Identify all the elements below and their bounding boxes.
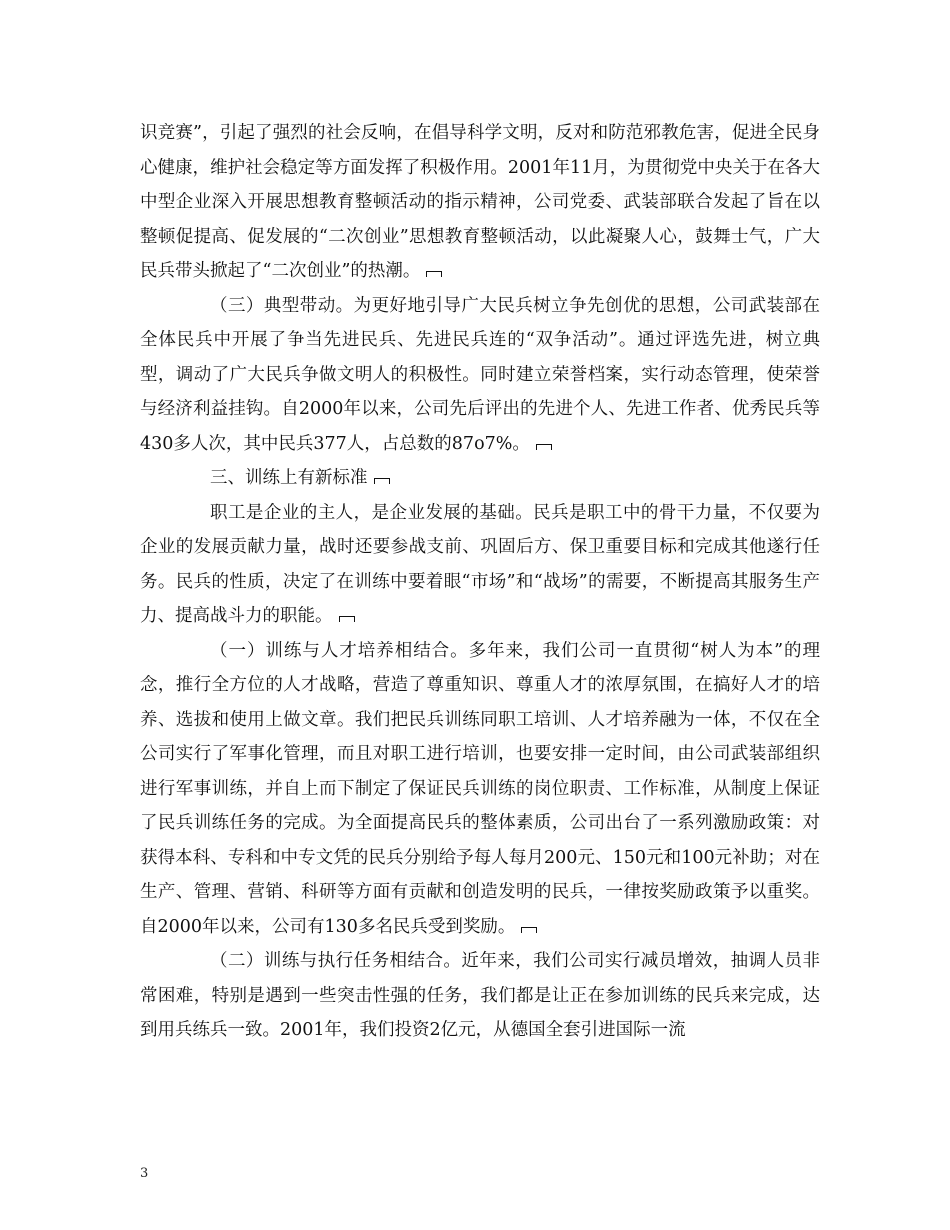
paragraph-continuation — [140, 116, 820, 289]
page-number: 3 — [140, 1166, 149, 1181]
paragraph-mark-icon — [521, 927, 537, 933]
paragraph-mark-icon — [339, 616, 355, 622]
paragraph-task-training — [140, 944, 820, 1048]
section-heading — [140, 461, 820, 496]
paragraph-typical-example — [140, 289, 820, 462]
paragraph-text: 职工是企业的主人，是企业发展的基础。民兵是职工中的骨干力量，不仅要为企业的发展贡献力量，战时还要参战支前、巩固后方、保卫重要目标和完成其他遂行任务。民兵的性质，决定了在训练中要着眼“市场”和“战场”的需要，不断提高其服务生产力、提高战斗力的职能。 — [140, 502, 820, 626]
paragraph-text: （三）典型带动。为更好地引导广大民兵树立争先创优的思想，公司武装部在全体民兵中开展了争当先进民兵、先进民兵连的“双争活动”。通过评选先进，树立典型，调动了广大民兵争做文明人的积极性。同时建立荣誉档案，实行动态管理，使荣誉与经济利益挂钩。自2000年以来，公司先后评出的先进个人、先进工作者、优秀民兵等430多人次，其中民兵377人，占总数的87o7%。 — [140, 295, 820, 454]
paragraph-mark-icon — [426, 271, 442, 277]
paragraph-talent-training — [140, 634, 820, 945]
paragraph-text: （二）训练与执行任务相结合。近年来，我们公司实行减员增效，抽调人员非常困难，特别是遇到一些突击性强的任务，我们都是让正在参加训练的民兵来完成，达到用兵练兵一致。2001年，我们投资2亿元，从德国全套引进国际一流 — [140, 951, 820, 1040]
paragraph-training-intro — [140, 496, 820, 634]
paragraph-mark-icon — [374, 478, 390, 484]
paragraph-mark-icon — [536, 444, 552, 450]
heading-text: 三、训练上有新标准 — [210, 468, 368, 488]
body-text — [140, 116, 820, 1048]
paragraph-text: 识竞赛”，引起了强烈的社会反响，在倡导科学文明，反对和防范邪教危害，促进全民身心健康，维护社会稳定等方面发挥了积极作用。2001年11月，为贯彻党中央关于在各大中型企业深入开展思想教育整顿活动的指示精神，公司党委、武装部联合发起了旨在以整顿促提高、促发展的“二次创业”思想教育整顿活动，以此凝聚人心，鼓舞士气，广大民兵带头掀起了“二次创业”的热潮。 — [140, 123, 820, 281]
paragraph-text: （一）训练与人才培养相结合。多年来，我们公司一直贯彻“树人为本”的理念，推行全方位的人才战略，营造了尊重知识、尊重人才的浓厚氛围，在搞好人才的培养、选拔和使用上做文章。我们把民兵训练同职工培训、人才培养融为一体，不仅在全公司实行了军事化管理，而且对职工进行培训，也要安排一定时间，由公司武装部组织进行军事训练，并自上而下制定了保证民兵训练的岗位职责、工作标准，从制度上保证了民兵训练任务的完成。为全面提高民兵的整体素质，公司出台了一系列激励政策：对获得本科、专科和中专文凭的民兵分别给予每人每月200元、150元和100元补助；对在生产、管理、营销、科研等方面有贡献和创造发明的民兵，一律按奖励政策予以重奖。自2000年以来，公司有130多名民兵受到奖励。 — [140, 640, 820, 937]
